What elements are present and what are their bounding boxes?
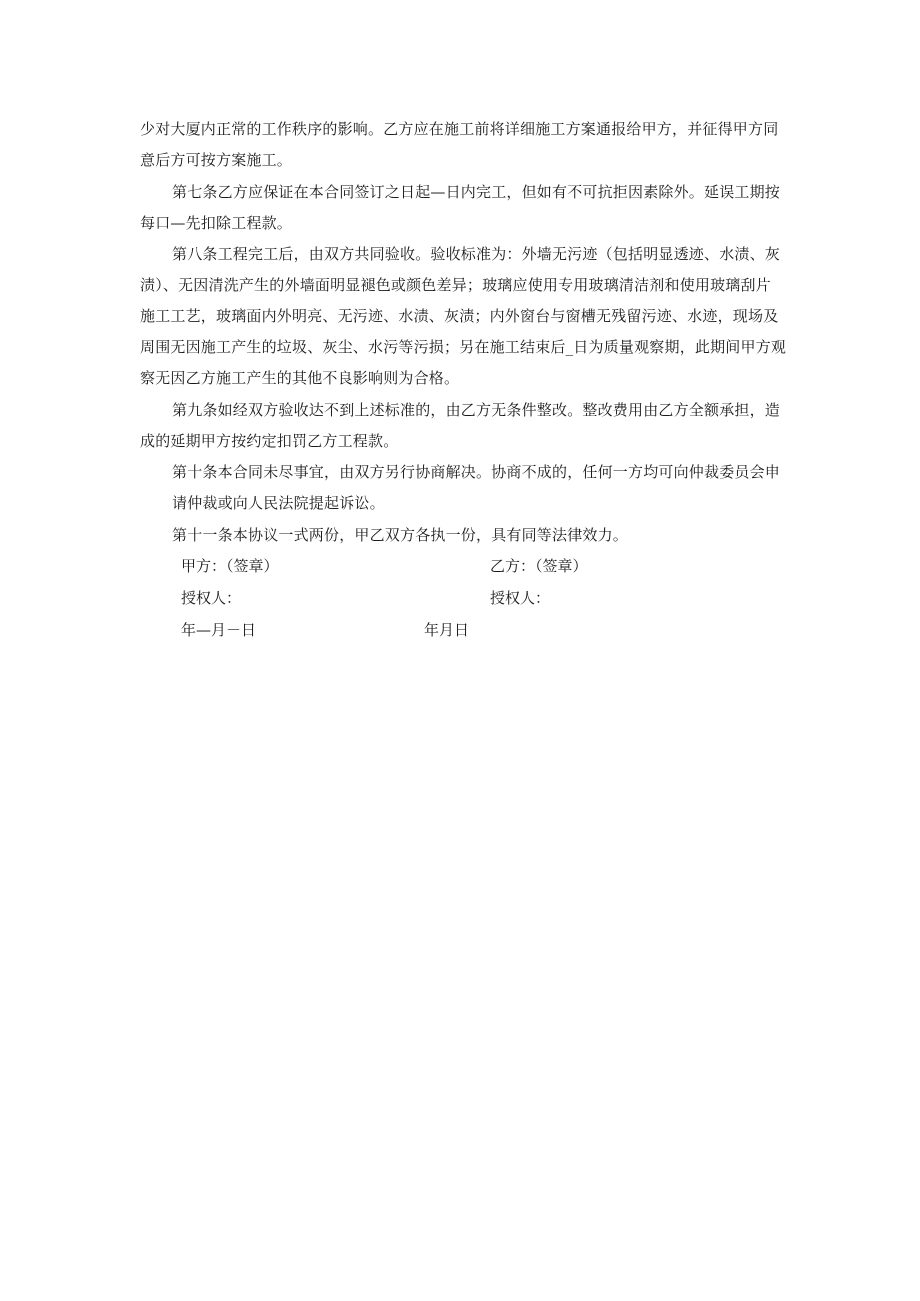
article-8-line-3: 施工工艺，玻璃面内外明亮、无污迹、水渍、灰渍；内外窗台与窗槽无残留污迹、水迹，现场及 [140,307,779,325]
party-a-signature-label: 甲方：（签章） [181,557,279,575]
article-8-line-2: 渍）、无因清洗产生的外墙面明显褪色或颜色差异；玻璃应使用专用玻璃清洁剂和使用玻璃刮片 [140,276,771,294]
article-11-line-1: 第十一条本协议一式两份，甲乙双方各执一份，具有同等法律效力。 [172,526,629,544]
article-10-line-2: 请仲裁或向人民法院提起诉讼。 [172,494,385,512]
article-7-line-1: 第七条乙方应保证在本合同签订之日起—日内完工，但如有不可抗拒因素除外。延误工期按 [172,183,781,201]
paragraph-1-line-2: 意后方可按方案施工。 [140,151,293,169]
article-9-line-2: 成的延期甲方按约定扣罚乙方工程款。 [140,432,399,450]
article-8-line-1: 第八条工程完工后，由双方共同验收。验收标准为：外墙无污迹（包括明显透迹、水渍、灰 [172,245,781,263]
article-8-line-5: 察无因乙方施工产生的其他不良影响则为合格。 [140,369,460,387]
party-b-date: 年月日 [424,621,470,639]
article-7-line-2: 每口—先扣除工程款。 [140,214,293,232]
article-10-line-1: 第十条本合同未尽事宜，由双方另行协商解决。协商不成的，任何一方均可向仲裁委员会申 [172,463,781,481]
party-b-signature-label: 乙方：（签章） [490,557,588,575]
paragraph-1-line-1: 少对大厦内正常的工作秩序的影响。乙方应在施工前将详细施工方案通报给甲方，并征得甲方同 [140,120,779,138]
article-8-line-4: 周围无因施工产生的垃圾、灰尘、水污等污损；另在施工结束后_日为质量观察期，此期间甲方观 [140,338,787,356]
party-b-authorized-person: 授权人： [490,589,551,607]
party-a-authorized-person: 授权人： [181,589,242,607]
party-a-date: 年—月－日 [181,621,257,639]
article-9-line-1: 第九条如经双方验收达不到上述标准的，由乙方无条件整改。整改费用由乙方全额承担，造 [172,401,781,419]
